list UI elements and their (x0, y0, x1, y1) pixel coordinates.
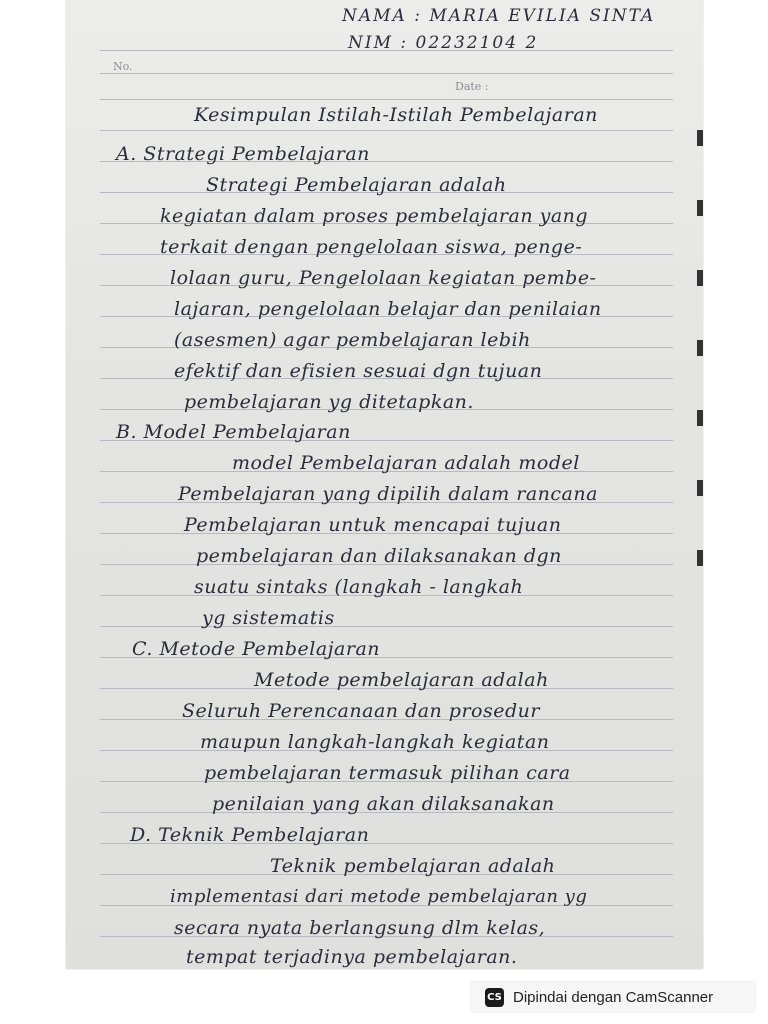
student-nim: NIM : 02232104 2 (348, 33, 539, 53)
paper-sheet (66, 0, 703, 969)
page-title: Kesimpulan Istilah-Istilah Pembelajaran (194, 104, 598, 126)
text-line: penilaian yang akan dilaksanakan (212, 793, 555, 815)
watermark-text: Dipindai dengan CamScanner (513, 988, 714, 1006)
text-line: efektif dan efisien sesuai dgn tujuan (174, 360, 543, 382)
text-line: kegiatan dalam proses pembelajaran yang (160, 205, 589, 227)
camscanner-logo-icon: CS (485, 988, 504, 1007)
text-line: lajaran, pengelolaan belajar dan penilaian (174, 298, 602, 320)
text-line: pembelajaran termasuk pilihan cara (204, 762, 571, 784)
no-label: No. (113, 60, 133, 73)
section-heading-d: D. Teknik Pembelajaran (130, 824, 370, 846)
text-line: Seluruh Perencanaan dan prosedur (182, 700, 540, 722)
text-line: lolaan guru, Pengelolaan kegiatan pembe- (170, 267, 597, 289)
text-line: Teknik pembelajaran adalah (270, 855, 556, 877)
text-line: Metode pembelajaran adalah (254, 669, 549, 691)
text-line: model Pembelajaran adalah model (232, 452, 580, 474)
camscanner-watermark (471, 982, 755, 1012)
text-line: suatu sintaks (langkah - langkah (194, 576, 524, 598)
student-name: NAMA : MARIA EVILIA SINTA (342, 6, 656, 26)
section-heading-c: C. Metode Pembelajaran (132, 638, 381, 660)
text-line: maupun langkah-langkah kegiatan (200, 731, 550, 753)
section-heading-b: B. Model Pembelajaran (116, 421, 351, 443)
text-line: tempat terjadinya pembelajaran. (186, 946, 518, 968)
text-line: yg sistematis (202, 607, 335, 629)
text-line: Strategi Pembelajaran adalah (206, 174, 507, 196)
ruled-line (100, 626, 673, 627)
text-line: terkait dengan pengelolaan siswa, penge- (160, 236, 583, 258)
text-line: (asesmen) agar pembelajaran lebih (174, 329, 531, 351)
date-label: Date : (455, 80, 489, 93)
page-edge-marks (697, 0, 703, 969)
ruled-line (100, 73, 673, 74)
text-line: Pembelajaran untuk mencapai tujuan (184, 514, 562, 536)
text-line: secara nyata berlangsung dlm kelas, (174, 917, 546, 939)
text-line: pembelajaran dan dilaksanakan dgn (196, 545, 562, 567)
text-line: implementasi dari metode pembelajaran yg (170, 886, 588, 907)
text-line: Pembelajaran yang dipilih dalam rancana (178, 483, 598, 505)
section-heading-a: A. Strategi Pembelajaran (116, 143, 370, 165)
ruled-line (100, 130, 673, 131)
text-line: pembelajaran yg ditetapkan. (184, 391, 474, 413)
ruled-line (100, 99, 673, 100)
